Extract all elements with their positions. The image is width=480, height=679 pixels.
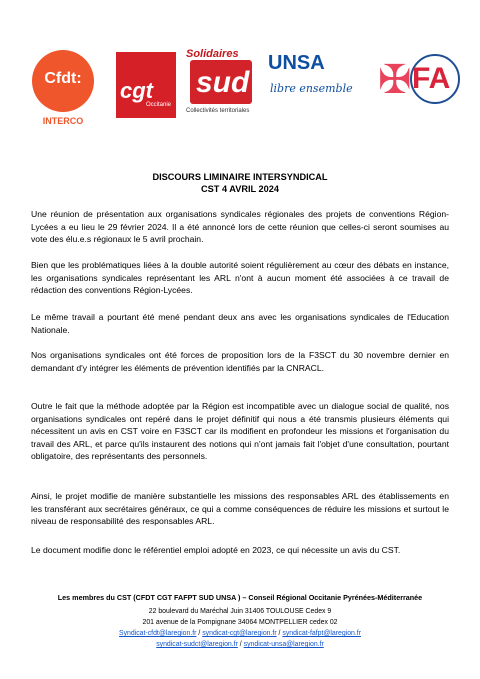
sud-logo-block: [190, 60, 252, 104]
email-link-fafpt[interactable]: syndicat-fafpt@laregion.fr: [282, 630, 361, 637]
email-link-cgt[interactable]: syndicat-cgt@laregion.fr: [202, 630, 277, 637]
email-link-cfdt[interactable]: Syndicat-cfdt@laregion.fr: [119, 630, 197, 637]
footer-address-toulouse: 22 boulevard du Maréchal Juin 31406 TOULOUSE Cedex 9: [148, 608, 332, 615]
paragraph: Bien que les problématiques liées à la double autorité soient régulièrement au cœur des débats en instance, les organisations syndicales représentant les ARL n'ont à aucun moment été associées à ce travail de rédaction des conventions Région-Lycées.: [31, 260, 449, 296]
link-separator: /: [196, 630, 203, 637]
footer-links-line1: [0, 628, 480, 639]
cfdt-logo-subtitle: INTERCO: [42, 116, 84, 126]
paragraph: Le document modifie donc le référentiel emploi adopté en 2023, ce qui nécessite un avis du CST.: [31, 545, 401, 555]
unsa-logo: [268, 52, 358, 118]
fa-logo: [376, 48, 466, 122]
cgt-logo-text: cgt: [120, 78, 153, 103]
sud-logo-text: sud: [196, 66, 250, 99]
paragraph: Une réunion de présentation aux organisations syndicales régionales des projets de conventions Région-Lycées a eu lieu le 29 février 2024. Il a été annoncé lors de cette réunion que celles-ci seront soumises au vote des élu.e.s régionaux le 5 avril prochain.: [31, 209, 449, 245]
paragraph: Le même travail a pourtant été mené pendant deux ans avec les organisations syndicales de l'Education Nationale.: [31, 312, 449, 335]
sud-logo: [186, 48, 260, 120]
cgt-logo-subtitle: Occitanie: [146, 102, 172, 108]
paragraph: Ainsi, le projet modifie de manière substantielle les missions des responsables ARL des établissements en les transférant aux secrétaires généraux, ce qui a comme conséquences de réduire les missions et surtout le niveau de responsabilité des responsables ARL.: [31, 491, 449, 527]
link-separator: /: [237, 641, 244, 648]
footer-title: Les membres du CST (CFDT CGT FAFPT SUD UNSA ) – Conseil Régional Occitanie Pyrénées-Méditerranée: [57, 593, 423, 602]
document-subtitle: CST 4 AVRIL 2024: [201, 184, 279, 194]
occitan-cross-icon: ✠: [378, 58, 412, 102]
paragraph: Nos organisations syndicales ont été forces de proposition lors de la F3SCT du 30 novembre dernier en demandant d'y intégrer les éléments de prévention identifiés par la CNRACL.: [31, 350, 449, 373]
footer-address-montpellier: 201 avenue de la Pompignane 34064 MONTPELLIER cedex 02: [142, 619, 338, 626]
email-link-sudct[interactable]: syndicat-sudct@laregion.fr: [156, 641, 238, 648]
email-link-unsa[interactable]: syndicat-unsa@laregion.fr: [243, 641, 324, 648]
unsa-logo-subtitle: libre ensemble: [270, 82, 353, 95]
sud-logo-top: Solidaires: [186, 48, 239, 60]
document-title: DISCOURS LIMINAIRE INTERSYNDICAL: [152, 172, 328, 182]
logo-row: [20, 44, 470, 128]
link-separator: /: [276, 630, 283, 637]
paragraph: Outre le fait que la méthode adoptée par la Région est incompatible avec un dialogue social de qualité, nos organisations syndicales ont repéré dans le projet définitif qui nous a été transmis plusieurs éléments qui nécessitent un avis en CST voire en F3SCT car ils modifient en profondeur les missions et l'organisation du travail des ARL, et parce qu'ils instaurent des notions qui n'ont jamais fait l'objet d'une consultation, pourtant obligatoire, des représentants des personnels.: [31, 401, 449, 462]
sud-logo-subtitle: Collectivités territoriales: [186, 108, 250, 114]
fa-logo-text: FA: [412, 62, 451, 95]
unsa-logo-text: UNSA: [268, 52, 325, 74]
cgt-logo: [116, 52, 176, 118]
cfdt-logo-text: Cfdt:: [44, 70, 82, 87]
cfdt-logo: [32, 50, 94, 128]
footer-links-line2: [0, 639, 480, 650]
